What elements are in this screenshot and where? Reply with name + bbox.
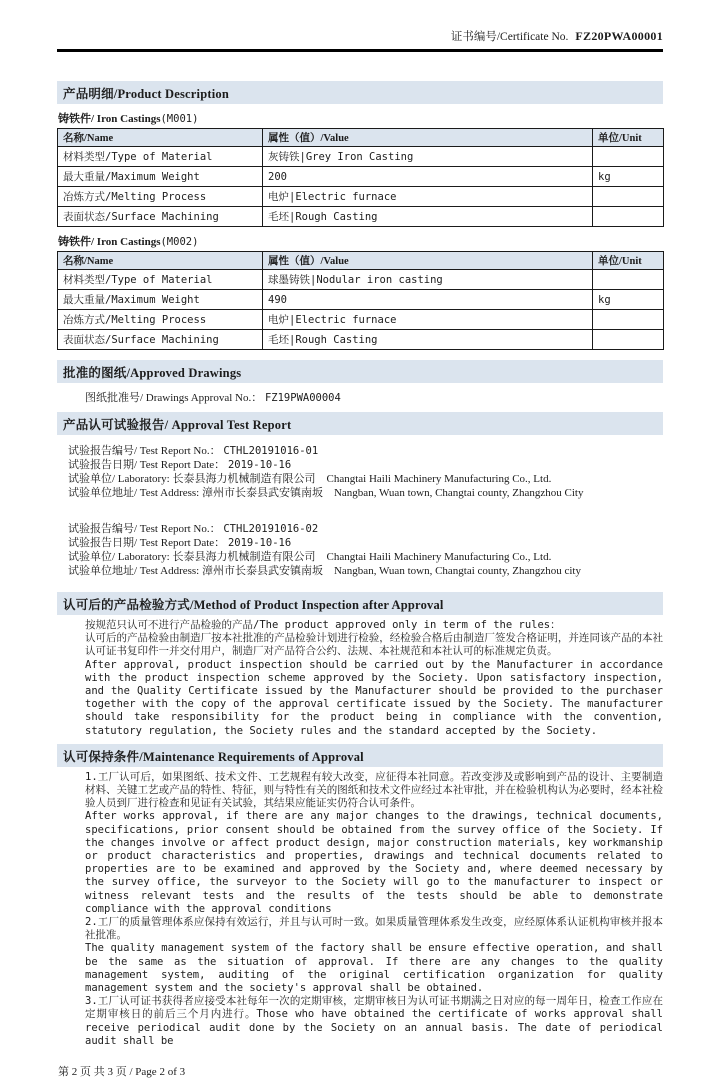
cell-value: 毛坯|Rough Casting bbox=[263, 207, 593, 227]
section-approved-drawings: 批准的图纸/Approved Drawings bbox=[57, 360, 663, 383]
drawings-approval-line bbox=[57, 389, 663, 405]
caption-text: 铸铁件/ Iron Castings bbox=[58, 113, 161, 125]
table-row bbox=[58, 147, 664, 167]
column-header-name: 名称/Name bbox=[58, 252, 263, 270]
column-header-name: 名称/Name bbox=[58, 129, 263, 147]
page-number: 第 2 页 共 3 页 / Page 2 of 3 bbox=[58, 1066, 186, 1079]
report-lab-value: 长泰县海力机械制造有限公司 Changtai Haili Machinery Manufacturing Co., Ltd. bbox=[172, 473, 552, 485]
certificate-number-label: 证书编号/Certificate No. bbox=[450, 31, 569, 43]
cell-unit bbox=[593, 207, 664, 227]
table-row bbox=[58, 187, 664, 207]
cell-unit bbox=[593, 147, 664, 167]
section-product-description: 产品明细/Product Description bbox=[57, 81, 663, 104]
certificate-number-line bbox=[57, 28, 663, 44]
cell-name: 材料类型/Type of Material bbox=[58, 147, 263, 167]
table-row bbox=[58, 207, 664, 227]
maintenance-item-2-zh: 2.工厂的质量管理体系应保持有效运行，并且与认可时一致。如果质量管理体系发生改变，应经原体系认证机构审核并报本社批准。 bbox=[85, 916, 663, 942]
report-lab-value: 长泰县海力机械制造有限公司 Changtai Haili Machinery Manufacturing Co., Ltd. bbox=[172, 551, 552, 563]
test-report-block-1 bbox=[57, 444, 663, 500]
cell-unit bbox=[593, 330, 664, 350]
drawings-approval-number: FZ19PWA00004 bbox=[264, 392, 341, 404]
report-no-label: 试验报告编号/ Test Report No.： bbox=[68, 523, 221, 535]
report-date-line bbox=[68, 458, 663, 472]
table-row bbox=[58, 270, 664, 290]
report-date-label: 试验报告日期/ Test Report Date： bbox=[68, 459, 226, 471]
maintenance-item-2-en: The quality management system of the factory shall be ensure effective operation, and shall be the same as the situation of approval. If there are any changes to the quality management system, auditing of the original certification organization for quality management system and the society's approval shall be obtained. bbox=[85, 942, 663, 995]
maintenance-item-1-en: After works approval, if there are any major changes to the drawings, technical documents, specifications, prior consent should be obtained from the survey office of the Society. If the changes involve or affect product design, major construction materials, key workmanship or product characteristics and properties, drawings and technical documents related to properties are to be examined and approved by the Society and, where deemed necessary by the survey office, the surveyor to the Society will go to the manufacturer to inspect or witness relevant tests and the results of the tests should be able to demonstrate compliance with the approval conditions bbox=[85, 810, 663, 915]
report-no-line bbox=[68, 444, 663, 458]
cell-value: 球墨铸铁|Nodular iron casting bbox=[263, 270, 593, 290]
report-address-value: 漳州市长泰县武安镇南坂 Nangban, Wuan town, Changtai county, Zhangzhou City bbox=[201, 487, 584, 499]
inspection-rule-line: 按规范只认可不进行产品检验的产品/The product approved only in term of the rules： bbox=[85, 619, 561, 631]
report-date-line bbox=[68, 536, 663, 550]
report-lab-label: 试验单位/ Laboratory: bbox=[68, 551, 170, 563]
cell-name: 表面状态/Surface Machining bbox=[58, 330, 263, 350]
header-divider bbox=[57, 49, 663, 52]
maintenance-item-3: 3.工厂认可证书获得者应接受本社每年一次的定期审核，定期审核日为认可证书期满之日对应的每一周年日，检查工作应在定期审核日的前后三个月内进行。Those who have obtained the certificate of works approval shall receive periodical audit done by the Society on an annual basis. The date of periodical audit shall be bbox=[85, 995, 663, 1047]
report-address-value: 漳州市长泰县武安镇南坂 Nangban, Wuan town, Changtai county, Zhangzhou city bbox=[201, 565, 581, 577]
cell-name: 最大重量/Maximum Weight bbox=[58, 167, 263, 187]
table-header-row bbox=[58, 252, 664, 270]
report-address-label: 试验单位地址/ Test Address: bbox=[68, 487, 200, 499]
column-header-unit: 单位/Unit bbox=[593, 129, 664, 147]
column-header-value: 属性（值）/Value bbox=[263, 252, 593, 270]
cell-value: 电炉|Electric furnace bbox=[263, 187, 593, 207]
report-lab-label: 试验单位/ Laboratory: bbox=[68, 473, 170, 485]
cell-value: 灰铸铁|Grey Iron Casting bbox=[263, 147, 593, 167]
certificate-number-value: FZ20PWA00001 bbox=[575, 29, 663, 43]
test-report-block-2 bbox=[57, 522, 663, 578]
report-lab-line bbox=[68, 472, 663, 486]
cell-value: 200 bbox=[263, 167, 593, 187]
cell-unit bbox=[593, 187, 664, 207]
report-no-line bbox=[68, 522, 663, 536]
cell-unit: kg bbox=[593, 290, 664, 310]
report-lab-line bbox=[68, 550, 663, 564]
caption-model: (M001) bbox=[160, 113, 199, 125]
report-no-value: CTHL20191016-01 bbox=[223, 445, 319, 457]
report-no-label: 试验报告编号/ Test Report No.： bbox=[68, 445, 221, 457]
inspection-method-body bbox=[57, 619, 663, 738]
section-inspection-method: 认可后的产品检验方式/Method of Product Inspection after Approval bbox=[57, 592, 663, 615]
column-header-unit: 单位/Unit bbox=[593, 252, 664, 270]
cell-unit bbox=[593, 270, 664, 290]
spec-table-m001 bbox=[57, 128, 664, 227]
report-address-label: 试验单位地址/ Test Address: bbox=[68, 565, 200, 577]
caption-text: 铸铁件/ Iron Castings bbox=[58, 236, 161, 248]
table-row bbox=[58, 330, 664, 350]
table-header-row bbox=[58, 129, 664, 147]
cell-value: 490 bbox=[263, 290, 593, 310]
cell-value: 电炉|Electric furnace bbox=[263, 310, 593, 330]
inspection-paragraph-en: After approval, product inspection should be carried out by the Manufacturer in accordance with the product inspection scheme approved by the Society. Upon satisfactory inspection, and the Quality Certificate issued by the Manufacturer should be provided to the purchaser together with the copy of the approval certificate issued by the Society. The manufacturer should take responsibility for the product being in compliance with the convention, statutory regulation, the Society rules and the standard accepted by the Society. bbox=[85, 658, 663, 737]
maintenance-requirements-body bbox=[57, 771, 663, 1048]
column-header-value: 属性（值）/Value bbox=[263, 129, 593, 147]
cell-unit bbox=[593, 310, 664, 330]
report-no-value: CTHL20191016-02 bbox=[223, 523, 319, 535]
section-approval-test-report: 产品认可试验报告/ Approval Test Report bbox=[57, 412, 663, 435]
report-date-value: 2019-10-16 bbox=[227, 537, 292, 549]
cell-name: 表面状态/Surface Machining bbox=[58, 207, 263, 227]
cell-name: 冶炼方式/Melting Process bbox=[58, 310, 263, 330]
table-caption-m002 bbox=[57, 233, 663, 249]
cell-name: 冶炼方式/Melting Process bbox=[58, 187, 263, 207]
table-caption-m001 bbox=[57, 110, 663, 126]
inspection-paragraph-zh: 认可后的产品检验由制造厂按本社批准的产品检验计划进行检验，经检验合格后由制造厂签发合格证明，并连同该产品的本社认可证书复印件一并交付用户，制造厂对产品符合公约、法规、本社规范和本社认可的标准规定负责。 bbox=[85, 632, 663, 658]
report-date-label: 试验报告日期/ Test Report Date： bbox=[68, 537, 226, 549]
report-date-value: 2019-10-16 bbox=[227, 459, 292, 471]
table-row bbox=[58, 167, 664, 187]
table-row bbox=[58, 290, 664, 310]
report-address-line bbox=[68, 486, 663, 500]
report-address-line bbox=[68, 564, 663, 578]
cell-unit: kg bbox=[593, 167, 664, 187]
spec-table-m002 bbox=[57, 251, 664, 350]
section-maintenance-requirements: 认可保持条件/Maintenance Requirements of Approval bbox=[57, 744, 663, 767]
drawings-approval-label: 图纸批准号/ Drawings Approval No.： bbox=[85, 392, 263, 404]
table-row bbox=[58, 310, 664, 330]
caption-model: (M002) bbox=[160, 236, 199, 248]
cell-name: 最大重量/Maximum Weight bbox=[58, 290, 263, 310]
cell-value: 毛坯|Rough Casting bbox=[263, 330, 593, 350]
cell-name: 材料类型/Type of Material bbox=[58, 270, 263, 290]
maintenance-item-1-zh: 1.工厂认可后，如果图纸、技术文件、工艺规程有较大改变，应征得本社同意。若改变涉及或影响到产品的设计、主要制造材料、关键工艺或产品的特性、特征，则与特性有关的图纸和技术文件应经过本社审批，并在检验机构认为必要时，经本社检验人员到厂进行检查和见证有关试验，其结果应能证实仍符合认可条件。 bbox=[85, 770, 663, 810]
